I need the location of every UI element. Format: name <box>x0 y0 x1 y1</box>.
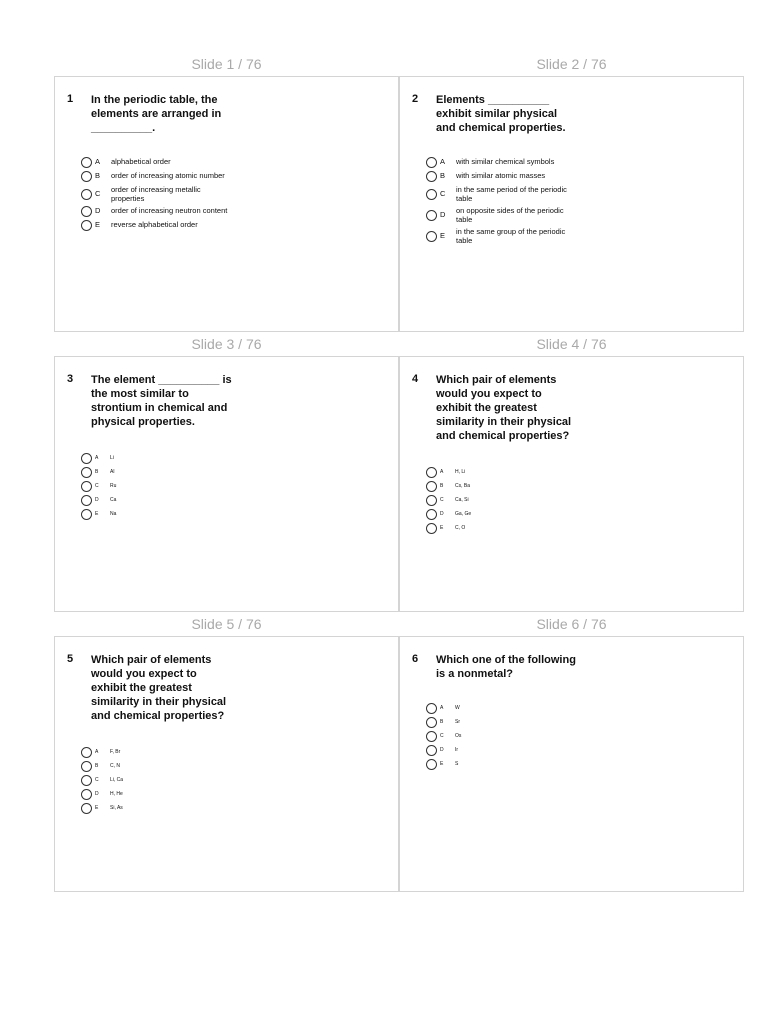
radio-button[interactable] <box>426 210 437 221</box>
choice-text: C, N <box>110 763 120 769</box>
slide-label: Slide 2 / 76 <box>536 56 607 72</box>
slide-card <box>399 356 744 612</box>
choice-item[interactable] <box>81 171 241 182</box>
choice-letter: D <box>95 497 99 503</box>
choice-item[interactable] <box>81 775 240 786</box>
choice-item[interactable] <box>426 227 586 245</box>
radio-button[interactable] <box>426 231 437 242</box>
choice-item[interactable] <box>81 453 240 464</box>
radio-button[interactable] <box>81 453 92 464</box>
choice-text: F, Br <box>110 749 121 755</box>
choice-letter: B <box>440 171 446 180</box>
question-text: Elements __________ exhibit similar physical and chemical properties. <box>436 94 566 134</box>
choice-list <box>426 157 586 248</box>
choice-letter: A <box>440 157 446 166</box>
question-text: In the periodic table, the elements are arranged in __________. <box>91 94 222 134</box>
choice-letter: E <box>440 231 446 240</box>
choice-letter: A <box>440 705 444 711</box>
choice-item[interactable] <box>81 467 240 478</box>
choice-text: Ca <box>110 497 117 503</box>
choice-text: in the same period of the periodic table <box>456 185 567 203</box>
choice-item[interactable] <box>426 703 585 714</box>
question-number: 5 <box>67 653 74 665</box>
question-text: Which pair of elements would you expect to exhibit the greatest similarity in their physical and chemical properties? <box>91 654 227 722</box>
slide-cell-6 <box>399 612 744 892</box>
radio-button[interactable] <box>426 509 437 520</box>
radio-button[interactable] <box>81 747 92 758</box>
choice-item[interactable] <box>426 206 586 224</box>
choice-item[interactable] <box>426 467 585 478</box>
choice-list <box>81 747 240 817</box>
choice-letter: D <box>95 791 99 797</box>
radio-button[interactable] <box>426 481 437 492</box>
slide-card <box>399 76 744 332</box>
slide-row-3 <box>54 612 744 892</box>
choice-text: order of increasing metallic properties <box>111 185 201 203</box>
slide-cell-3 <box>54 332 399 612</box>
choice-letter: C <box>95 483 99 489</box>
radio-button[interactable] <box>426 745 437 756</box>
choice-letter: B <box>95 763 99 769</box>
slide-label: Slide 3 / 76 <box>191 336 262 352</box>
radio-button[interactable] <box>81 775 92 786</box>
choice-letter: B <box>440 719 444 725</box>
choice-item[interactable] <box>81 185 241 203</box>
radio-button[interactable] <box>81 803 92 814</box>
choice-letter: E <box>440 761 444 767</box>
choice-letter: E <box>95 511 99 517</box>
choice-letter: D <box>440 210 446 219</box>
radio-button[interactable] <box>426 717 437 728</box>
slide-grid <box>54 52 744 892</box>
radio-button[interactable] <box>81 467 92 478</box>
radio-button[interactable] <box>81 495 92 506</box>
choice-text: Os <box>455 733 462 739</box>
choice-text: H, Li <box>455 469 466 475</box>
radio-button[interactable] <box>81 789 92 800</box>
choice-text: Cs, Ba <box>455 483 471 489</box>
slide-cell-1 <box>54 52 399 332</box>
radio-button[interactable] <box>81 157 92 168</box>
slide-label: Slide 5 / 76 <box>191 616 262 632</box>
choice-text: Ir <box>455 747 459 753</box>
question-text: Which one of the following is a nonmetal? <box>436 654 576 680</box>
choice-item[interactable] <box>426 731 585 742</box>
slide-label: Slide 1 / 76 <box>191 56 262 72</box>
choice-item[interactable] <box>426 171 586 182</box>
choice-text: Si, As <box>110 805 123 811</box>
question-number: 2 <box>412 93 419 105</box>
choice-text: Ru <box>110 483 117 489</box>
question-number: 4 <box>412 373 419 385</box>
choice-letter: D <box>440 747 444 753</box>
question-text: The element __________ is the most similar to strontium in chemical and physical properties. <box>91 374 232 428</box>
choice-letter: D <box>440 511 444 517</box>
question-number: 1 <box>67 93 74 105</box>
choice-item[interactable] <box>81 747 240 758</box>
radio-button[interactable] <box>81 189 92 200</box>
slide-label: Slide 6 / 76 <box>536 616 607 632</box>
choice-letter: C <box>440 733 444 739</box>
slide-card <box>54 356 399 612</box>
choice-item[interactable] <box>426 157 586 168</box>
choice-item[interactable] <box>426 759 585 770</box>
choice-text: Li <box>110 455 114 461</box>
radio-button[interactable] <box>426 157 437 168</box>
choice-item[interactable] <box>81 157 241 168</box>
choice-item[interactable] <box>81 789 240 800</box>
choice-item[interactable] <box>81 206 241 217</box>
choice-list <box>426 467 585 537</box>
choice-letter: A <box>95 157 101 166</box>
choice-item[interactable] <box>426 745 585 756</box>
slide-card <box>399 636 744 892</box>
choice-text: order of increasing neutron content <box>111 206 228 215</box>
radio-button[interactable] <box>426 523 437 534</box>
slide-row-1 <box>54 52 744 332</box>
choice-letter: D <box>95 206 101 215</box>
choice-item[interactable] <box>81 220 241 231</box>
slide-cell-2 <box>399 52 744 332</box>
slide-card <box>54 76 399 332</box>
radio-button[interactable] <box>81 171 92 182</box>
choice-item[interactable] <box>426 185 586 203</box>
radio-button[interactable] <box>81 206 92 217</box>
radio-button[interactable] <box>426 495 437 506</box>
choice-text: Na <box>110 511 117 517</box>
choice-list <box>426 703 585 773</box>
choice-text: Sr <box>455 719 460 725</box>
choice-item[interactable] <box>81 803 240 814</box>
radio-button[interactable] <box>426 731 437 742</box>
choice-letter: C <box>95 777 99 783</box>
radio-button[interactable] <box>81 761 92 772</box>
choice-text: C, O <box>455 525 466 531</box>
choice-text: Li, Ca <box>110 777 124 783</box>
radio-button[interactable] <box>426 189 437 200</box>
radio-button[interactable] <box>81 220 92 231</box>
choice-text: order of increasing atomic number <box>111 171 225 180</box>
choice-text: W <box>455 705 460 711</box>
choice-letter: A <box>440 469 444 475</box>
choice-text: S <box>455 761 459 767</box>
choice-list <box>81 157 241 234</box>
choice-text: reverse alphabetical order <box>111 220 198 229</box>
choice-item[interactable] <box>426 495 585 506</box>
choice-text: with similar atomic masses <box>456 171 546 180</box>
question-number: 3 <box>67 373 74 385</box>
choice-text: on opposite sides of the periodic table <box>456 206 564 224</box>
choice-letter: A <box>95 749 99 755</box>
slide-cell-5 <box>54 612 399 892</box>
choice-letter: B <box>440 483 444 489</box>
choice-letter: A <box>95 455 99 461</box>
slide-label: Slide 4 / 76 <box>536 336 607 352</box>
choice-item[interactable] <box>81 481 240 492</box>
choice-list <box>81 453 240 523</box>
choice-text: Ga, Ge <box>455 511 472 517</box>
question-number: 6 <box>412 653 419 665</box>
choice-text: in the same group of the periodic table <box>456 227 566 245</box>
choice-item[interactable] <box>426 523 585 534</box>
choice-letter: E <box>95 220 101 229</box>
question-text: Which pair of elements would you expect to exhibit the greatest similarity in their physical and chemical properties? <box>436 374 572 442</box>
choice-item[interactable] <box>81 495 240 506</box>
slide-row-2 <box>54 332 744 612</box>
radio-button[interactable] <box>81 481 92 492</box>
choice-text: alphabetical order <box>111 157 171 166</box>
slide-cell-4 <box>399 332 744 612</box>
radio-button[interactable] <box>426 703 437 714</box>
choice-text: Ca, Si <box>455 497 469 503</box>
choice-text: H, He <box>110 791 123 797</box>
choice-letter: C <box>440 497 444 503</box>
radio-button[interactable] <box>81 509 92 520</box>
slide-card <box>54 636 399 892</box>
radio-button[interactable] <box>426 171 437 182</box>
radio-button[interactable] <box>426 759 437 770</box>
choice-letter: B <box>95 469 99 475</box>
choice-text: with similar chemical symbols <box>456 157 555 166</box>
choice-letter: E <box>440 525 444 531</box>
choice-item[interactable] <box>81 509 240 520</box>
choice-item[interactable] <box>426 717 585 728</box>
choice-letter: C <box>95 189 101 198</box>
radio-button[interactable] <box>426 467 437 478</box>
choice-item[interactable] <box>426 509 585 520</box>
choice-letter: E <box>95 805 99 811</box>
choice-item[interactable] <box>81 761 240 772</box>
choice-letter: C <box>440 189 446 198</box>
choice-item[interactable] <box>426 481 585 492</box>
choice-text: Al <box>110 469 115 475</box>
choice-letter: B <box>95 171 101 180</box>
